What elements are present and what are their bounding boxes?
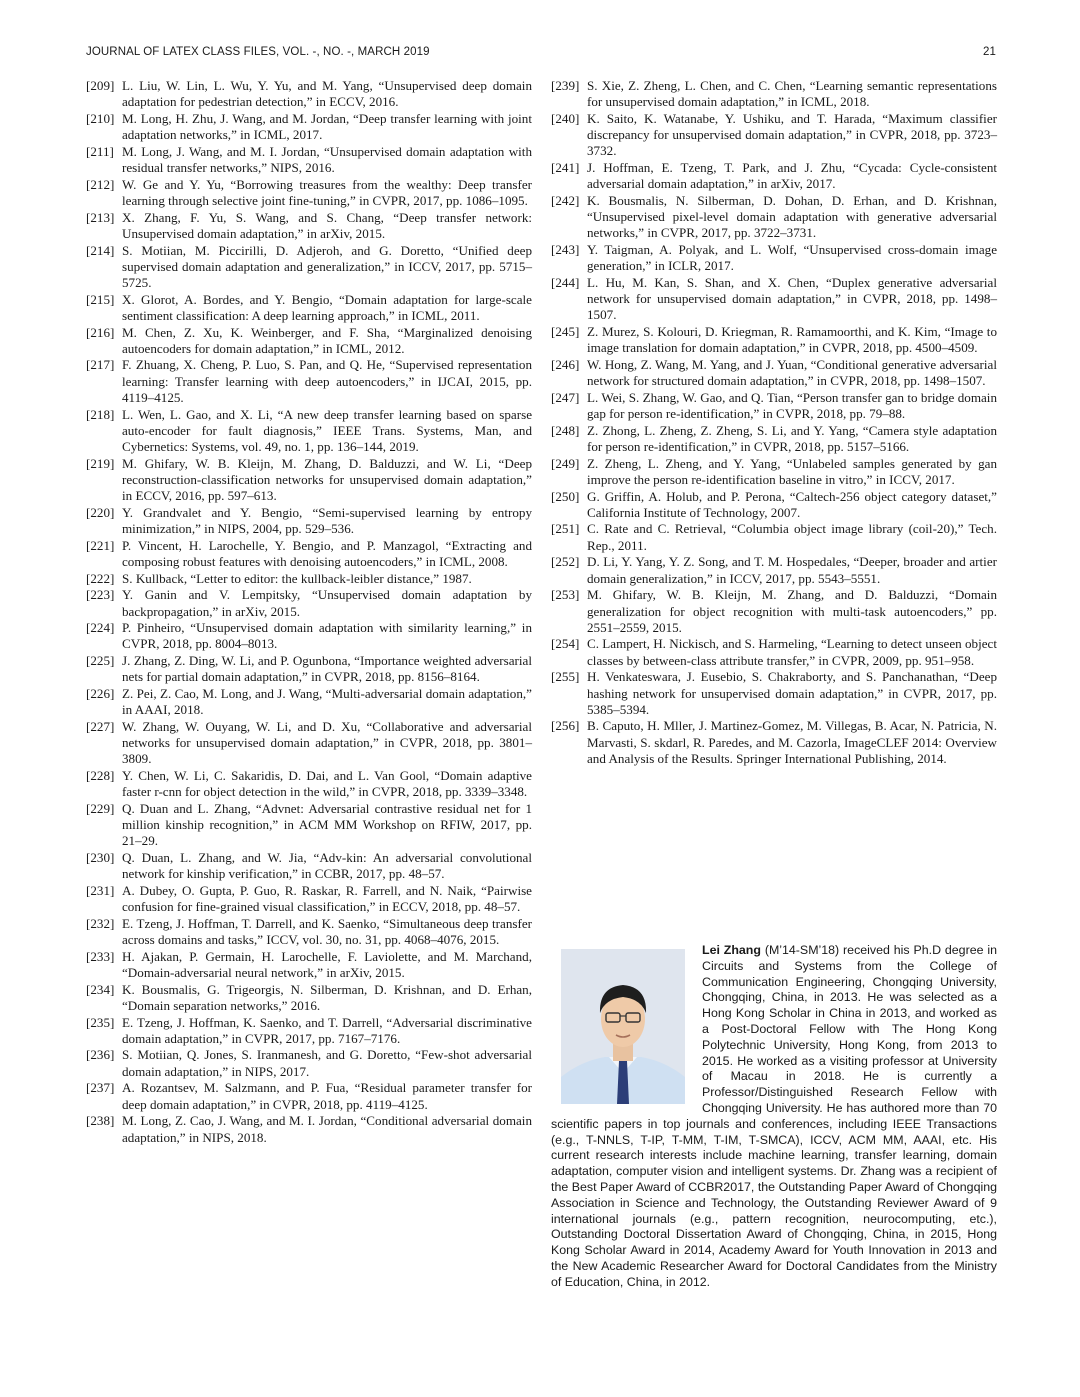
reference-number: [216] <box>86 324 115 340</box>
running-header <box>86 46 996 64</box>
reference-number: [225] <box>86 653 115 669</box>
reference-item <box>86 177 532 209</box>
author-photo <box>561 949 685 1104</box>
reference-number: [251] <box>551 521 580 537</box>
reference-text: X. Glorot, A. Bordes, and Y. Bengio, “Domain adaptation for large-scale sentiment classification: A deep learning approach,” in ICML, 2011. <box>122 291 532 323</box>
reference-text: L. Liu, W. Lin, L. Wu, Y. Yu, and M. Yang, “Unsupervised deep domain adaptation for pedestrian detection,” in ECCV, 2016. <box>122 78 532 110</box>
reference-number: [226] <box>86 686 115 702</box>
reference-item <box>86 325 532 357</box>
reference-text: D. Li, Y. Yang, Y. Z. Song, and T. M. Hospedales, “Deeper, broader and artier domain generalization,” in ICCV, 2017, pp. 5543–5551. <box>587 554 997 586</box>
reference-number: [250] <box>551 488 580 504</box>
reference-text: Q. Duan, L. Zhang, and W. Jia, “Adv-kin: An adversarial convolutional network for kinship verification,” in CCBR, 2017, pp. 48–57. <box>122 850 532 882</box>
reference-text: G. Griffin, A. Holub, and P. Perona, “Caltech-256 object category dataset,” California Institute of Technology, 2007. <box>587 488 997 520</box>
reference-item <box>551 193 997 242</box>
reference-text: C. Lampert, H. Nickisch, and S. Harmeling, “Learning to detect unseen object classes by between-class attribute transfer,” in CVPR, 2009, pp. 951–958. <box>587 636 997 668</box>
reference-text: Q. Duan and L. Zhang, “Advnet: Adversarial contrastive residual net for 1 million kinship recognition,” in ACM MM Workshop on RFIW, 2017, pp. 21–29. <box>122 800 532 849</box>
reference-item <box>551 357 997 389</box>
reference-item <box>86 883 532 915</box>
reference-number: [238] <box>86 1113 115 1129</box>
reference-text: A. Dubey, O. Gupta, P. Guo, R. Raskar, R. Farrell, and N. Naik, “Pairwise confusion for fine-grained visual classification,” in ECCV, 2018, pp. 48–57. <box>122 882 532 915</box>
reference-text: Y. Chen, W. Li, C. Sakaridis, D. Dai, and L. Van Gool, “Domain adaptive faster r-cnn for object detection in the wild,” in CVPR, 2018, pp. 3339–3348. <box>122 768 532 800</box>
reference-number: [209] <box>86 78 115 93</box>
reference-number: [234] <box>86 981 115 997</box>
reference-item <box>86 801 532 850</box>
reference-text: S. Motiian, M. Piccirilli, D. Adjeroh, and G. Doretto, “Unified deep supervised domain adaptation and generalization,” in ICCV, 2017, pp. 5715–5725. <box>122 242 532 290</box>
reference-item <box>86 571 532 587</box>
reference-text: M. Long, Z. Cao, J. Wang, and M. I. Jordan, “Conditional adversarial domain adaptation,” in NIPS, 2018. <box>122 1113 532 1145</box>
reference-text: K. Saito, K. Watanabe, Y. Ushiku, and T. Harada, “Maximum classifier discrepancy for unsupervised domain adaptation,” in CVPR, 2018, pp. 3723–3732. <box>587 110 997 159</box>
reference-number: [253] <box>551 587 580 603</box>
reference-number: [212] <box>86 176 115 192</box>
reference-number: [237] <box>86 1080 115 1096</box>
reference-item <box>86 768 532 800</box>
reference-number: [213] <box>86 209 115 225</box>
reference-number: [223] <box>86 587 115 603</box>
reference-text: K. Bousmalis, N. Silberman, D. Dohan, D. Erhan, and D. Krishnan, “Unsupervised pixel-level domain adaptation with generative adversarial networks,” in CVPR, 2017, pp. 3722–3731. <box>587 192 997 241</box>
reference-item <box>551 390 997 422</box>
reference-text: Z. Zhong, L. Zheng, Z. Zheng, S. Li, and Y. Yang, “Camera style adaptation for person re-identification,” in CVPR, 2018, pp. 5157–5166. <box>587 422 997 454</box>
reference-item <box>86 719 532 768</box>
reference-text: Y. Grandvalet and Y. Bengio, “Semi-supervised learning by entropy minimization,” in NIPS, 2004, pp. 529–536. <box>122 504 532 536</box>
reference-item <box>86 1113 532 1145</box>
reference-text: P. Pinheiro, “Unsupervised domain adaptation with similarity learning,” in CVPR, 2018, pp. 8004–8013. <box>122 620 532 652</box>
reference-number: [217] <box>86 357 115 373</box>
reference-item <box>551 242 997 274</box>
reference-text: Z. Murez, S. Kolouri, D. Kriegman, R. Ramamoorthi, and K. Kim, “Image to image translation for domain adaptation,” in CVPR, 2018, pp. 4500–4509. <box>587 324 997 356</box>
reference-number: [256] <box>551 718 580 734</box>
reference-text: J. Hoffman, E. Tzeng, T. Park, and J. Zhu, “Cycada: Cycle-consistent adversarial domain adaptation,” in arXiv, 2017. <box>587 160 997 192</box>
reference-item <box>551 636 997 668</box>
reference-text: W. Hong, Z. Wang, M. Yang, and J. Yuan, “Conditional generative adversarial network for structured domain adaptation,” in CVPR, 2018, pp. 1498–1507. <box>587 356 997 389</box>
reference-item <box>86 653 532 685</box>
reference-number: [221] <box>86 537 115 553</box>
author-bio-text: (M’14-SM’18) received his Ph.D degree in Circuits and Systems from the College of Communication Engineering, Chongqing University, Chongqing, China, in 2013. He was selected as a Hong Kong Scholar in China in 2013, and worked as a Post-Doctoral Fellow with The Hong Kong Polytechnic University, Hong Kong, from 2013 to 2015. He worked as a visiting professor at University of Macau in 2018. He is currently a Professor/Distinguished Research Fellow with Chongqing University. He has authored more than 70 scientific papers in top journals and conferences, including IEEE Transactions (e.g., T-NNLS, T-IP, T-MM, T-IM, T-SMCA), ICCV, ACM MM, AAAI, etc. His current research interests include machine learning, transfer learning, domain adaptation, computer vision and intelligent systems. Dr. Zhang was a recipient of the Best Paper Award of CCBR2017, the Outstanding Paper Award of Chongqing Association in Science and Technology, the Outstanding Reviewer Award of 9 international journals (e.g., pattern recognition, neurocomputing, etc.), Outstanding Doctoral Dissertation Award of Chongqing, China, in 2015, Hong Kong Scholar Award in 2014, Academy Award for Youth Innovation in 2013 and the New Academic Researcher Award for Doctoral Candidates from the Ministry of Education, China, in 2012. <box>551 943 997 1289</box>
reference-number: [248] <box>551 422 580 438</box>
reference-text: A. Rozantsev, M. Salzmann, and P. Fua, “Residual parameter transfer for deep domain adaptation,” in CVPR, 2018, pp. 4119–4125. <box>122 1080 532 1112</box>
reference-number: [219] <box>86 455 115 471</box>
reference-item <box>551 554 997 586</box>
reference-item <box>86 505 532 537</box>
reference-item <box>551 669 997 718</box>
author-name: Lei Zhang <box>702 943 761 957</box>
references-right-column <box>551 78 997 768</box>
reference-text: W. Ge and Y. Yu, “Borrowing treasures from the wealthy: Deep transfer learning through selective joint fine-tuning,” in CVPR, 2017, pp. 1086–1095. <box>122 176 532 208</box>
reference-text: E. Tzeng, J. Hoffman, T. Darrell, and K. Saenko, “Simultaneous deep transfer across domains and tasks,” ICCV, vol. 30, no. 31, pp. 4068–4076, 2015. <box>122 915 532 948</box>
reference-number: [231] <box>86 882 115 898</box>
reference-number: [228] <box>86 768 115 784</box>
reference-number: [242] <box>551 192 580 208</box>
reference-item <box>86 620 532 652</box>
reference-text: H. Ajakan, P. Germain, H. Larochelle, F. Laviolette, and M. Marchand, “Domain-adversarial neural network,” in arXiv, 2015. <box>122 948 532 980</box>
reference-item <box>551 587 997 636</box>
reference-item <box>86 1015 532 1047</box>
reference-number: [210] <box>86 110 115 126</box>
reference-number: [246] <box>551 356 580 372</box>
reference-text: K. Bousmalis, G. Trigeorgis, N. Silberman, D. Krishnan, and D. Erhan, “Domain separation networks,” 2016. <box>122 981 532 1013</box>
reference-number: [245] <box>551 324 580 340</box>
reference-number: [235] <box>86 1014 115 1030</box>
reference-text: P. Vincent, H. Larochelle, Y. Bengio, and P. Manzagol, “Extracting and composing robust features with denoising autoencoders,” in ICML, 2008. <box>122 537 532 569</box>
reference-number: [241] <box>551 160 580 176</box>
reference-item <box>86 210 532 242</box>
reference-number: [211] <box>86 143 114 159</box>
reference-number: [236] <box>86 1047 115 1063</box>
reference-item <box>551 78 997 110</box>
reference-item <box>551 718 997 767</box>
reference-number: [232] <box>86 915 115 931</box>
reference-number: [229] <box>86 800 115 816</box>
reference-item <box>551 160 997 192</box>
reference-text: S. Kullback, “Letter to editor: the kullback-leibler distance,” 1987. <box>122 570 472 586</box>
reference-item <box>86 292 532 324</box>
reference-item <box>551 111 997 160</box>
references-left-column <box>86 78 532 1146</box>
reference-text: M. Long, H. Zhu, J. Wang, and M. Jordan, “Deep transfer learning with joint adaptation networks,” in ICML, 2017. <box>122 110 532 143</box>
reference-number: [215] <box>86 291 115 307</box>
reference-number: [243] <box>551 242 580 258</box>
reference-text: S. Xie, Z. Zheng, L. Chen, and C. Chen, “Learning semantic representations for unsupervised domain adaptation,” in ICML, 2018. <box>587 78 997 110</box>
journal-title: JOURNAL OF LATEX CLASS FILES, VOL. -, NO. -, MARCH 2019 <box>86 46 430 58</box>
reference-number: [247] <box>551 389 580 405</box>
reference-number: [214] <box>86 242 115 258</box>
reference-number: [244] <box>551 274 580 290</box>
reference-item <box>86 456 532 505</box>
reference-text: J. Zhang, Z. Ding, W. Li, and P. Ogunbona, “Importance weighted adversarial nets for partial domain adaptation,” in CVPR, 2018, pp. 8156–8164. <box>122 653 532 685</box>
reference-text: S. Motiian, Q. Jones, S. Iranmanesh, and G. Doretto, “Few-shot adversarial domain adaptation,” in NIPS, 2017. <box>122 1047 532 1079</box>
reference-text: H. Venkateswara, J. Eusebio, S. Chakraborty, and S. Panchanathan, “Deep hashing network for unsupervised domain adaptation,” in CVPR, 2017, pp. 5385–5394. <box>587 669 997 717</box>
reference-number: [233] <box>86 948 115 964</box>
reference-item <box>86 144 532 176</box>
reference-text: B. Caputo, H. Mller, J. Martinez-Gomez, M. Villegas, B. Acar, N. Patricia, N. Marvasti, S. skdarl, R. Paredes, and M. Cazorla, ImageCLEF 2014: Overview and Analysis of the Results. Springer International Publishing, 2014. <box>587 718 997 766</box>
reference-item <box>551 275 997 324</box>
reference-number: [222] <box>86 570 115 586</box>
reference-item <box>551 324 997 356</box>
reference-text: L. Wei, S. Zhang, W. Gao, and Q. Tian, “Person transfer gan to bridge domain gap for person re-identification,” in CVPR, 2018, pp. 79–88. <box>587 389 997 422</box>
page-number: 21 <box>983 46 996 58</box>
reference-text: C. Rate and C. Retrieval, “Columbia object image library (coil-20),” Tech. Rep., 2011. <box>587 521 997 553</box>
reference-text: F. Zhuang, X. Cheng, P. Luo, S. Pan, and Q. He, “Supervised representation learning: Transfer learning with deep autoencoders,” in IJCAI, 2015, pp. 4119–4125. <box>122 357 532 405</box>
reference-text: E. Tzeng, J. Hoffman, K. Saenko, and T. Darrell, “Adversarial discriminative domain adaptation,” in CVPR, 2017, pp. 7167–7176. <box>122 1014 532 1046</box>
reference-item <box>551 456 997 488</box>
reference-item <box>551 521 997 553</box>
reference-item <box>86 949 532 981</box>
reference-item <box>86 111 532 143</box>
reference-item <box>551 423 997 455</box>
reference-item <box>86 78 532 110</box>
reference-number: [254] <box>551 636 580 652</box>
reference-number: [220] <box>86 504 115 520</box>
reference-number: [249] <box>551 455 580 471</box>
reference-item <box>86 982 532 1014</box>
reference-text: M. Ghifary, W. B. Kleijn, M. Zhang, D. Balduzzi, and W. Li, “Deep reconstruction-classification networks for unsupervised domain adaptation,” in ECCV, 2016, pp. 597–613. <box>122 455 532 504</box>
reference-item <box>86 1080 532 1112</box>
reference-item <box>86 850 532 882</box>
reference-text: M. Long, J. Wang, and M. I. Jordan, “Unsupervised domain adaptation with residual transfer networks,” NIPS, 2016. <box>122 143 532 176</box>
reference-number: [230] <box>86 850 115 866</box>
reference-text: Y. Ganin and V. Lempitsky, “Unsupervised domain adaptation by backpropagation,” in arXiv, 2015. <box>122 587 532 619</box>
reference-text: L. Hu, M. Kan, S. Shan, and X. Chen, “Duplex generative adversarial network for unsupervised domain adaptation,” in CVPR, 2018, pp. 1498–1507. <box>587 274 997 323</box>
reference-item <box>86 357 532 406</box>
reference-number: [240] <box>551 110 580 126</box>
author-biography <box>551 943 997 1291</box>
reference-number: [218] <box>86 406 115 422</box>
reference-item <box>86 1047 532 1079</box>
reference-number: [255] <box>551 669 580 685</box>
reference-item <box>86 587 532 619</box>
reference-text: M. Ghifary, W. B. Kleijn, M. Zhang, and D. Balduzzi, “Domain generalization for object recognition with multi-task autoencoders,” pp. 2551–2559, 2015. <box>587 587 997 635</box>
reference-item <box>551 489 997 521</box>
reference-text: Z. Pei, Z. Cao, M. Long, and J. Wang, “Multi-adversarial domain adaptation,” in AAAI, 2018. <box>122 686 532 718</box>
reference-item <box>86 407 532 456</box>
reference-number: [239] <box>551 78 580 93</box>
reference-number: [227] <box>86 718 115 734</box>
reference-text: X. Zhang, F. Yu, S. Wang, and S. Chang, “Deep transfer network: Unsupervised domain adaptation,” in arXiv, 2015. <box>122 209 532 241</box>
reference-number: [252] <box>551 554 580 570</box>
reference-text: Y. Taigman, A. Polyak, and L. Wolf, “Unsupervised cross-domain image generation,” in ICLR, 2017. <box>587 242 997 274</box>
reference-number: [224] <box>86 620 115 636</box>
reference-text: W. Zhang, W. Ouyang, W. Li, and D. Xu, “Collaborative and adversarial networks for unsupervised domain adaptation,” in CVPR, 2018, pp. 3801–3809. <box>122 718 532 767</box>
reference-item <box>86 538 532 570</box>
reference-text: L. Wen, L. Gao, and X. Li, “A new deep transfer learning based on sparse auto-encoder for fault diagnosis,” IEEE Trans. Systems, Man, and Cybernetics: Systems, vol. 49, no. 1, pp. 136–144, 2019. <box>122 406 532 454</box>
reference-item <box>86 916 532 948</box>
reference-item <box>86 686 532 718</box>
reference-text: Z. Zheng, L. Zheng, and Y. Yang, “Unlabeled samples generated by gan improve the person re-identification baseline in vitro,” in ICCV, 2017. <box>587 455 997 487</box>
reference-text: M. Chen, Z. Xu, K. Weinberger, and F. Sha, “Marginalized denoising autoencoders for domain adaptation,” in ICML, 2012. <box>122 324 532 356</box>
reference-item <box>86 243 532 292</box>
